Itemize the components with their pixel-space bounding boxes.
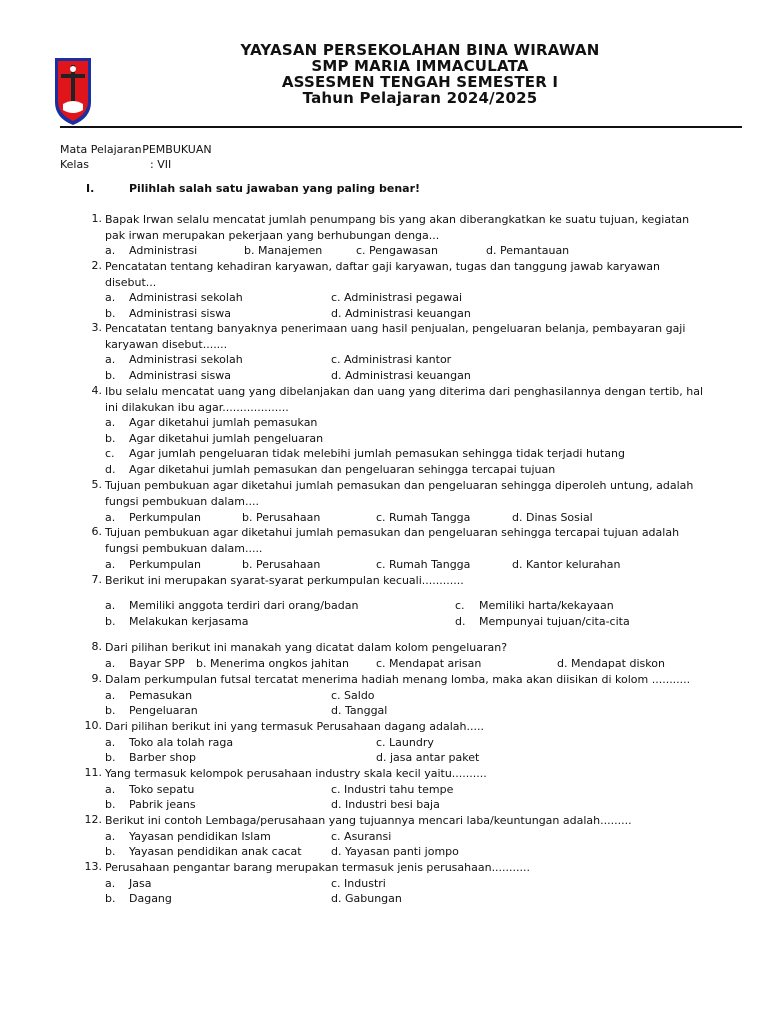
question-text: Dari pilihan berikut ini yang termasuk Perusahaan dagang adalah.....	[105, 720, 484, 733]
option-text: Administrasi	[129, 244, 198, 257]
exam-title: ASSESMEN TENGAH SEMESTER I	[281, 73, 559, 91]
option-text: c. Saldo	[331, 688, 375, 702]
option-text: d. Pemantauan	[486, 244, 570, 257]
option-text: d. Gabungan	[331, 892, 402, 905]
option-text: Agar diketahui jumlah pemasukan dan pengeluaran sehingga tercapai tujuan	[129, 462, 556, 476]
option-text: Pengeluaran	[129, 704, 198, 717]
option-letter: a.	[105, 829, 116, 843]
option-letter: b.	[105, 798, 116, 811]
option-text: Dagang	[129, 892, 172, 905]
option-text: c. Rumah Tangga	[376, 511, 471, 524]
option-text: c. Pengawasan	[356, 244, 438, 257]
option-letter: c.	[455, 599, 465, 612]
question-text: Perusahaan pengantar barang merupakan termasuk jenis perusahaan...........	[105, 861, 531, 874]
header-divider	[60, 126, 742, 128]
option-text: Yayasan pendidikan Islam	[129, 829, 271, 843]
option-text: d. Industri besi baja	[331, 798, 440, 811]
question-number: 4.	[91, 384, 102, 397]
class-value: : VII	[150, 158, 172, 171]
option-text: c. Administrasi pegawai	[331, 291, 463, 304]
option-letter: a.	[105, 244, 116, 257]
option-text: Memiliki harta/kekayaan	[479, 599, 614, 612]
question-number: 3.	[91, 321, 102, 334]
option-letter: b.	[105, 751, 116, 764]
option-text: d. jasa antar paket	[376, 751, 480, 764]
question-text: Tujuan pembukuan agar diketahui jumlah pemasukan dan pengeluaran sehingga tercapai tujuan adalah fungsi pembukuan dalam.....	[105, 526, 680, 555]
question-text: Ibu selalu mencatat uang yang dibelanjakan dan uang yang diterima dari penghasilannya dengan tertib, hal ini dilakukan ibu agar...................	[105, 385, 704, 414]
question-number: 7.	[91, 573, 102, 586]
question-number: 13.	[84, 860, 102, 873]
option-letter: b.	[105, 306, 116, 320]
option-text: Mempunyai tujuan/cita-cita	[479, 615, 630, 628]
option-letter: a.	[105, 657, 116, 670]
exam-header	[120, 42, 720, 106]
option-text: Toko ala tolah raga	[129, 735, 234, 749]
question-text: Bapak Irwan selalu mencatat jumlah penumpang bis yang akan diberangkatkan ke suatu tujuan, kegiatan pak irwan merupakan pekerjaan yang berhubungan denga...	[105, 213, 690, 242]
option-text: d. Tanggal	[331, 704, 388, 717]
option-text: b. Perusahaan	[242, 511, 321, 524]
option-text: b. Menerima ongkos jahitan	[196, 657, 349, 670]
question-number: 8.	[91, 640, 102, 653]
option-letter: a.	[105, 782, 116, 796]
option-text: Agar diketahui jumlah pengeluaran	[129, 431, 324, 445]
question-number: 1.	[91, 212, 102, 225]
option-text: Administrasi sekolah	[129, 353, 243, 366]
option-text: c. Administrasi kantor	[331, 353, 452, 366]
option-letter: a.	[105, 876, 116, 890]
option-text: c. Laundry	[376, 735, 434, 749]
question-number: 11.	[84, 766, 102, 779]
option-text: Melakukan kerjasama	[129, 615, 249, 628]
question-number: 12.	[84, 813, 102, 826]
option-text: d. Yayasan panti jompo	[331, 845, 459, 858]
option-text: c. Asuransi	[331, 829, 392, 843]
option-text: Pabrik jeans	[129, 798, 196, 811]
school-logo	[52, 52, 94, 128]
school-name: SMP MARIA IMMACULATA	[311, 57, 529, 75]
option-letter: b.	[105, 704, 116, 717]
option-text: d. Dinas Sosial	[512, 511, 593, 524]
option-letter: d.	[455, 615, 466, 628]
option-letter: b.	[105, 845, 116, 858]
question-number: 9.	[91, 672, 102, 685]
option-letter: b.	[105, 368, 116, 382]
option-text: c. Industri	[331, 876, 386, 890]
subject-label: Mata Pelajaran	[60, 143, 142, 156]
question-text: Berikut ini contoh Lembaga/perusahaan yang tujuannya mencari laba/keuntungan adalah.........	[105, 814, 632, 827]
question-text: Berikut ini merupakan syarat-syarat perkumpulan kecuali............	[105, 574, 464, 587]
academic-year: Tahun Pelajaran 2024/2025	[302, 89, 538, 107]
option-text: d. Administrasi keuangan	[331, 306, 471, 320]
foundation-name: YAYASAN PERSEKOLAHAN BINA WIRAWAN	[240, 41, 600, 59]
option-letter: b.	[105, 615, 116, 628]
option-text: Perkumpulan	[129, 511, 201, 524]
question-number: 5.	[91, 478, 102, 491]
subject-value: : PEMBUKUAN	[135, 143, 212, 156]
question-text: Tujuan pembukuan agar diketahui jumlah pemasukan dan pengeluaran sehingga diperoleh untung, adalah fungsi pembukuan dalam....	[105, 479, 694, 508]
option-text: Barber shop	[129, 751, 196, 764]
section-number: I.	[86, 182, 95, 195]
option-text: d. Kantor kelurahan	[512, 558, 621, 571]
question-text: Pencatatan tentang kehadiran karyawan, daftar gaji karyawan, tugas dan tanggung jawab karyawan disebut...	[105, 260, 660, 289]
option-text: c. Industri tahu tempe	[331, 782, 454, 796]
option-text: c. Rumah Tangga	[376, 558, 471, 571]
option-letter: a.	[105, 291, 116, 304]
option-text: Pemasukan	[129, 688, 193, 702]
option-text: Administrasi siswa	[129, 306, 231, 320]
question-number: 10.	[84, 719, 102, 732]
question-number: 2.	[91, 259, 102, 272]
question-text: Yang termasuk kelompok perusahaan industry skala kecil yaitu..........	[105, 767, 487, 780]
class-label: Kelas	[60, 158, 89, 171]
option-text: Administrasi sekolah	[129, 291, 243, 304]
option-text: Yayasan pendidikan anak cacat	[129, 845, 302, 858]
question-number: 6.	[91, 525, 102, 538]
option-text: b. Manajemen	[244, 244, 323, 257]
option-letter: a.	[105, 353, 116, 366]
question-text: Pencatatan tentang banyaknya penerimaan uang hasil penjualan, pengeluaran belanja, pembayaran gaji karyawan disebut.......	[105, 322, 686, 351]
option-letter: a.	[105, 416, 116, 429]
option-letter: b.	[105, 892, 116, 905]
question-text: Dalam perkumpulan futsal tercatat menerima hadiah menang lomba, maka akan diisikan di kolom ...........	[105, 673, 691, 686]
option-letter: a.	[105, 599, 116, 612]
option-letter: a.	[105, 511, 116, 524]
option-letter: d.	[105, 462, 116, 476]
option-text: b. Perusahaan	[242, 558, 321, 571]
option-text: Memiliki anggota terdiri dari orang/badan	[129, 599, 359, 612]
option-letter: a.	[105, 735, 116, 749]
option-letter: a.	[105, 558, 116, 571]
question-text: Dari pilihan berikut ini manakah yang dicatat dalam kolom pengeluaran?	[105, 641, 508, 654]
option-text: Agar diketahui jumlah pemasukan	[129, 416, 318, 429]
option-letter: a.	[105, 688, 116, 702]
option-text: c. Mendapat arisan	[376, 657, 482, 670]
option-text: Bayar SPP	[129, 657, 185, 670]
option-letter: c.	[105, 447, 115, 460]
option-text: Administrasi siswa	[129, 368, 231, 382]
option-text: Agar jumlah pengeluaran tidak melebihi jumlah pemasukan sehingga tidak terjadi hutang	[129, 447, 625, 460]
option-text: Perkumpulan	[129, 558, 201, 571]
option-text: d. Mendapat diskon	[557, 657, 665, 670]
option-letter: b.	[105, 431, 116, 445]
option-text: Toko sepatu	[129, 782, 195, 796]
option-text: Jasa	[129, 876, 152, 890]
option-text: d. Administrasi keuangan	[331, 368, 471, 382]
section-instruction: Pilihlah salah satu jawaban yang paling benar!	[129, 182, 421, 195]
